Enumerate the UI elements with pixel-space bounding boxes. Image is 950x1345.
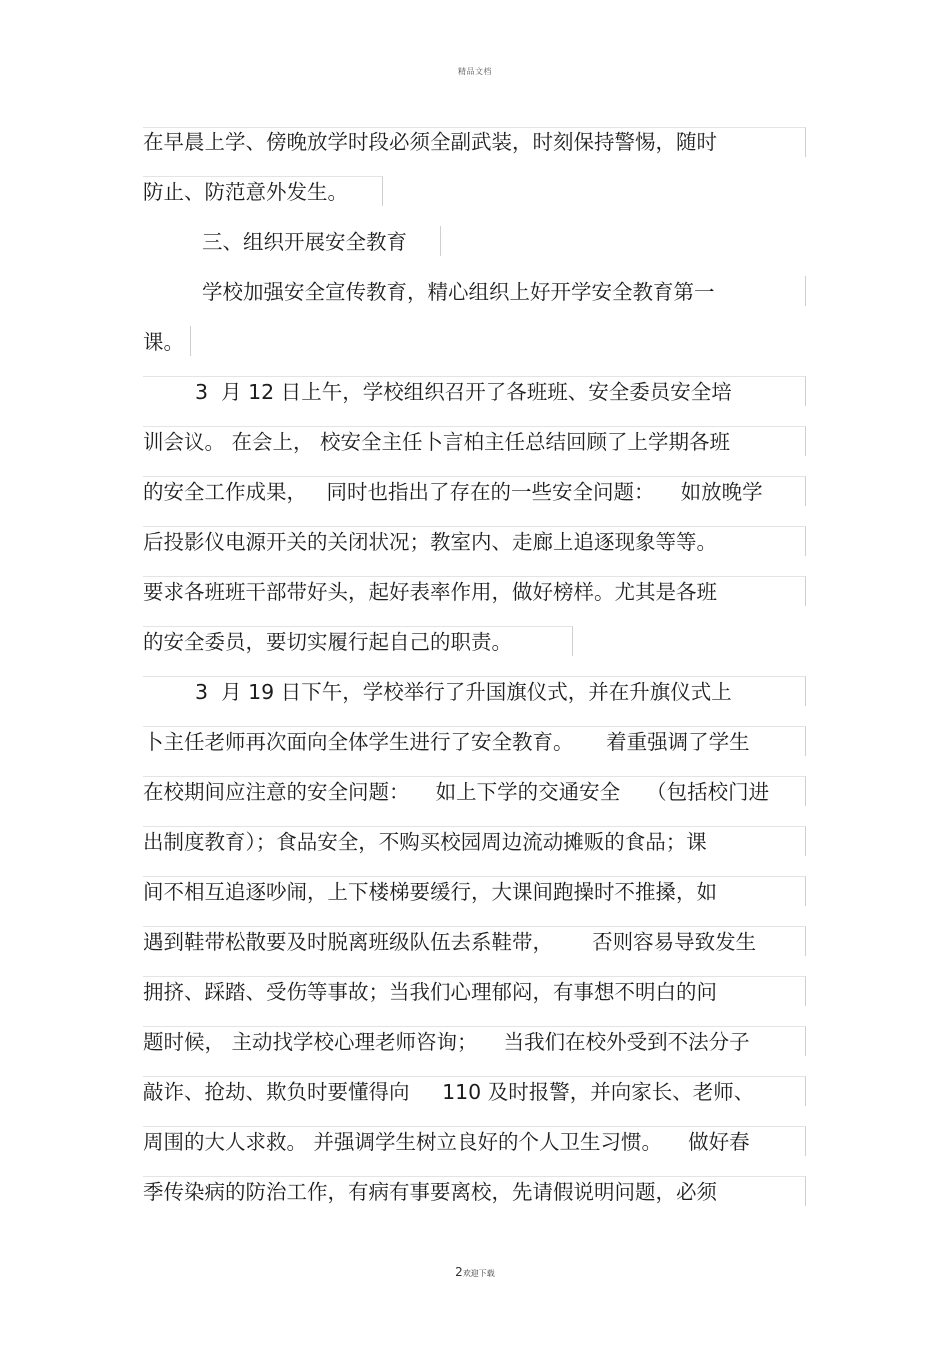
page-footer — [0, 1261, 950, 1280]
text-line: 的安全委员，要切实履行起自己的职责。 — [143, 630, 512, 654]
text-line: 题时候， 主动找学校心理老师咨询； 当我们在校外受到不法分子 — [143, 1030, 750, 1054]
footer-text: 欢迎下载 — [462, 1269, 495, 1278]
text-line: 在早晨上学、傍晚放学时段必须全副武装，时刻保持警惕，随时 — [143, 130, 717, 154]
text-line: 防止、防范意外发生。 — [143, 180, 348, 204]
text-line: 遇到鞋带松散要及时脱离班级队伍去系鞋带， 否则容易导致发生 — [143, 930, 757, 954]
text-line: 敲诈、抢劫、欺负时要懂得向 110 及时报警，并向家长、老师、 — [143, 1080, 755, 1104]
text-line: 后投影仪电源开关的关闭状况；教室内、走廊上追逐现象等等。 — [143, 530, 717, 554]
text-line: 间不相互追逐吵闹，上下楼梯要缓行，大课间跑操时不推搡，如 — [143, 880, 717, 904]
text-line: 卜主任老师再次面向全体学生进行了安全教育。 着重强调了学生 — [143, 730, 750, 754]
text-line: 季传染病的防治工作，有病有事要离校，先请假说明问题，必须 — [143, 1180, 717, 1204]
text-line: 出制度教育）；食品安全，不购买校园周边流动摊贩的食品；课 — [143, 830, 707, 854]
text-line: 3 月 12 日上午，学校组织召开了各班班、安全委员安全培 — [195, 380, 732, 404]
text-line: 周围的大人求救。 并强调学生树立良好的个人卫生习惯。 做好春 — [143, 1130, 750, 1154]
section-heading: 三、组织开展安全教育 — [202, 230, 407, 254]
text-line: 的安全工作成果， 同时也指出了存在的一些安全问题： 如放晚学 — [143, 480, 763, 504]
text-line: 在校期间应注意的安全问题： 如上下学的交通安全 （包括校门进 — [143, 780, 770, 804]
page-header: 精品文档 — [458, 67, 492, 76]
text-line: 学校加强安全宣传教育，精心组织上好开学安全教育第一 — [202, 280, 715, 304]
text-line: 要求各班班干部带好头，起好表率作用，做好榜样。尤其是各班 — [143, 580, 717, 604]
text-line: 课。 — [143, 330, 184, 354]
text-line: 3 月 19 日下午，学校举行了升国旗仪式，并在升旗仪式上 — [195, 680, 732, 704]
text-line: 训会议。 在会上， 校安全主任卜言柏主任总结回顾了上学期各班 — [143, 430, 731, 454]
page-number: 2 — [455, 1265, 463, 1279]
text-line: 拥挤、踩踏、受伤等事故；当我们心理郁闷，有事想不明白的问 — [143, 980, 717, 1004]
